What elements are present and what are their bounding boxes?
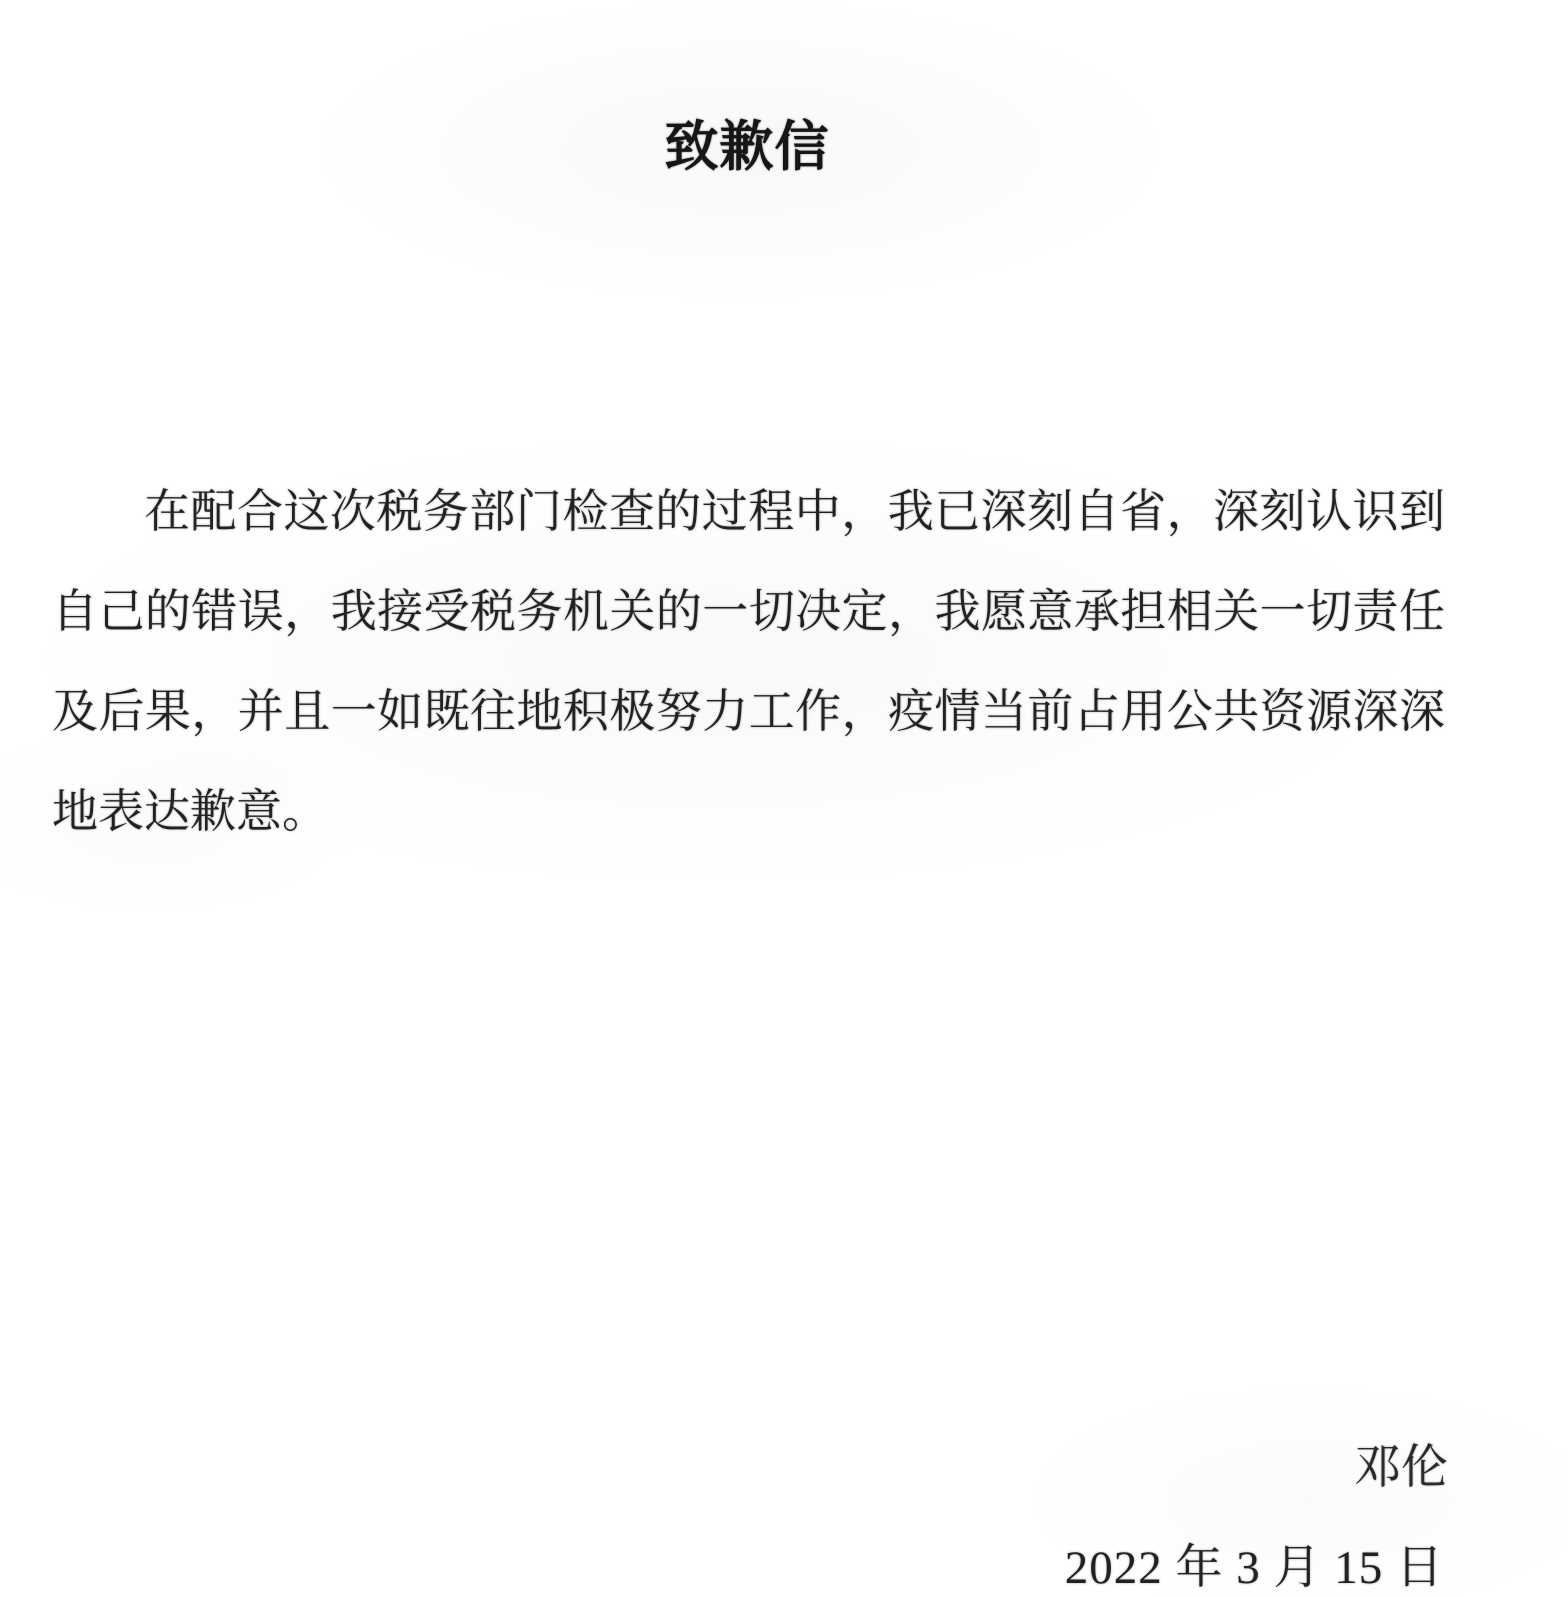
letter-title: 致歉信 (664, 117, 830, 177)
signature-name: 邓伦 (1354, 1442, 1448, 1494)
body-line-2: 自己的错误，我接受税务机关的一切决定，我愿意承担相关一切责任 (52, 586, 1445, 637)
body-line-1: 在配合这次税务部门检查的过程中，我已深刻自省，深刻认识到 (144, 486, 1445, 537)
letter-body (52, 462, 1445, 862)
body-line-3: 及后果，并且一如既往地积极努力工作，疫情当前占用公共资源深深 (52, 686, 1445, 737)
body-line-4: 地表达歉意。 (52, 786, 328, 837)
signature-date: 2022 年 3 月 15 日 (1064, 1542, 1444, 1594)
